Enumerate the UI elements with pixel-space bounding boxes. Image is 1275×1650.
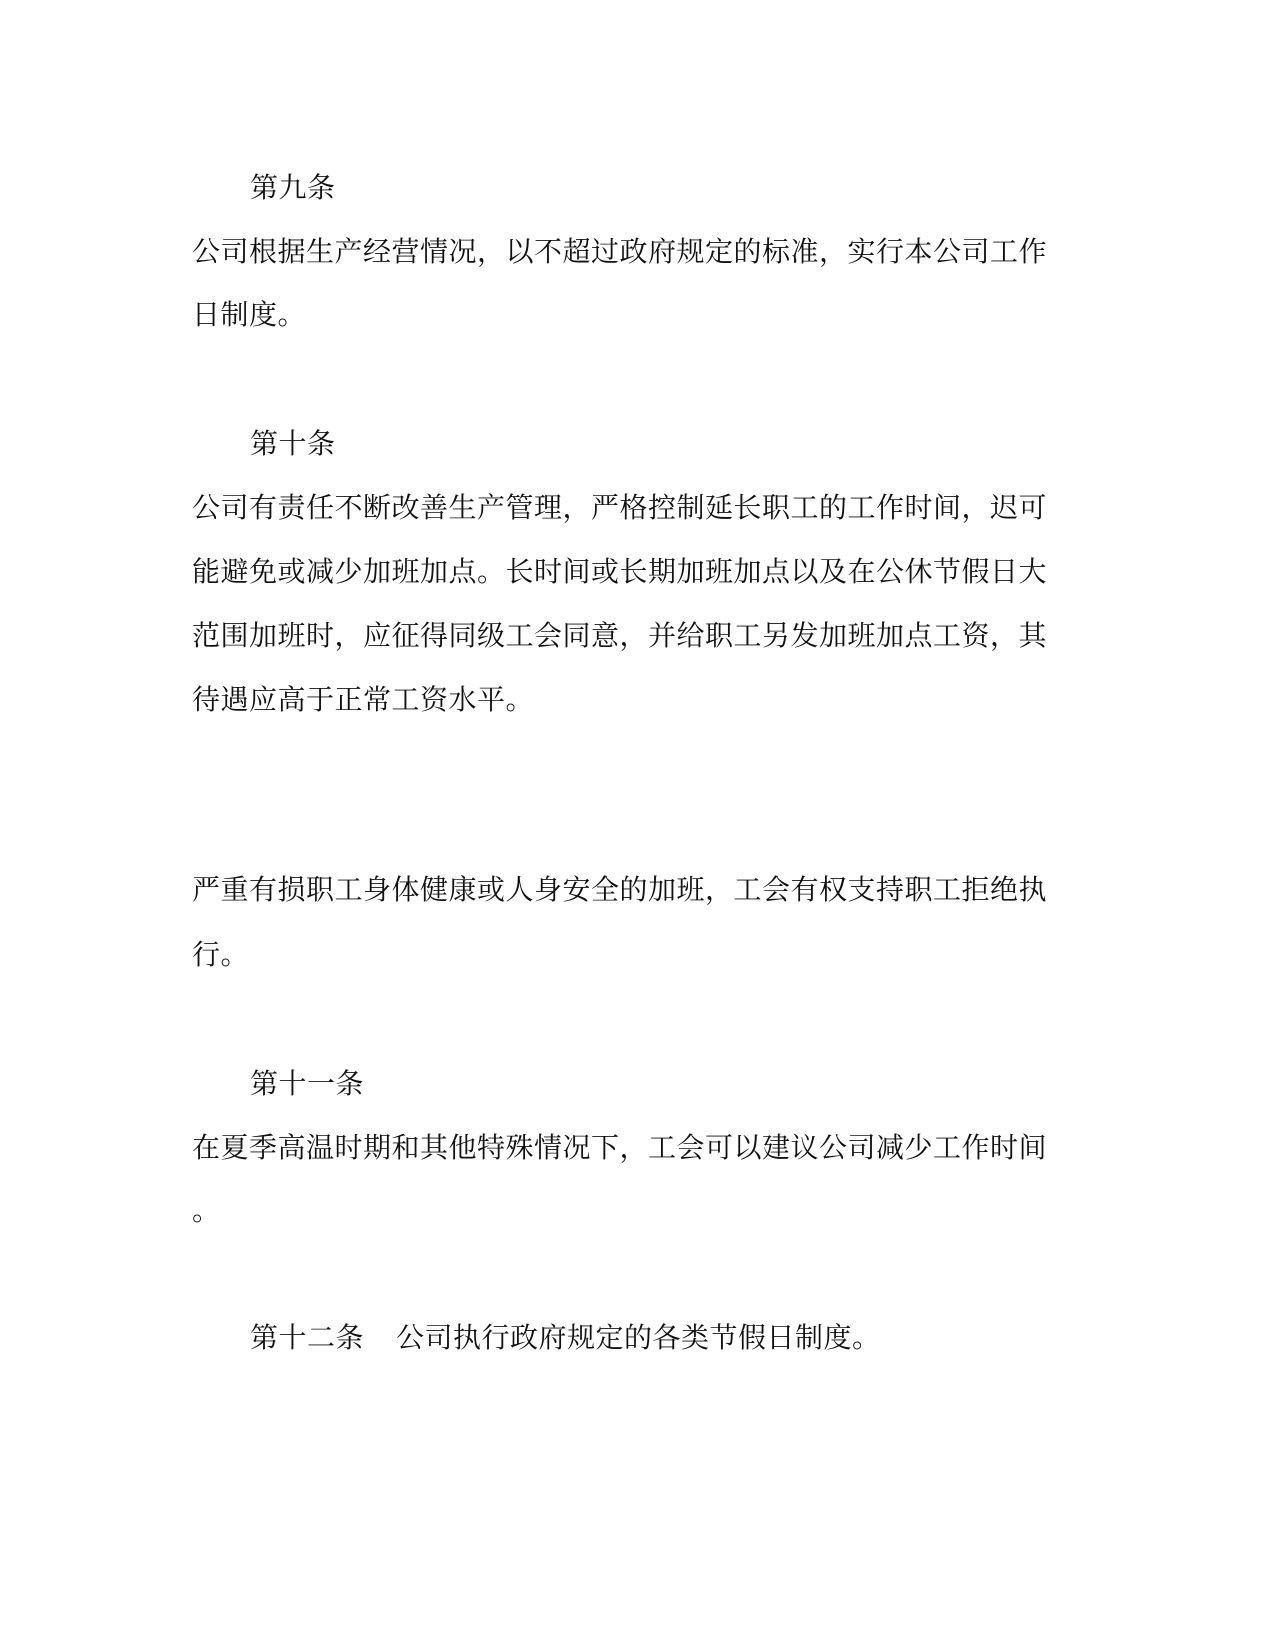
article-12-line bbox=[250, 1318, 1130, 1358]
article-10-line-1: 公司有责任不断改善生产管理，严格控制延长职工的工作时间，迟可 bbox=[192, 491, 1048, 524]
article-9-line-2: 日制度。 bbox=[192, 298, 307, 331]
article-10-line-4: 待遇应高于正常工资水平。 bbox=[192, 683, 535, 716]
article-10-heading: 第十条 bbox=[250, 427, 336, 460]
article-11-line-2: 。 bbox=[192, 1194, 221, 1227]
article-11-heading: 第十一条 bbox=[250, 1067, 365, 1100]
article-9-heading: 第九条 bbox=[250, 171, 336, 204]
article-10-extra-line-1: 严重有损职工身体健康或人身安全的加班，工会有权支持职工拒绝执 bbox=[192, 873, 1048, 906]
article-12-text: 公司执行政府规定的各类节假日制度。 bbox=[396, 1321, 881, 1354]
article-10-extra-line-2: 行。 bbox=[192, 938, 250, 971]
article-9-line-1: 公司根据生产经营情况，以不超过政府规定的标准，实行本公司工作 bbox=[192, 235, 1048, 268]
article-10-line-2: 能避免或减少加班加点。长时间或长期加班加点以及在公休节假日大 bbox=[192, 555, 1048, 588]
article-12-heading: 第十二条 bbox=[250, 1321, 365, 1354]
article-11-line-1: 在夏季高温时期和其他特殊情况下，工会可以建议公司减少工作时间 bbox=[192, 1131, 1048, 1164]
article-10-line-3: 范围加班时，应征得同级工会同意，并给职工另发加班加点工资，其 bbox=[192, 619, 1048, 652]
